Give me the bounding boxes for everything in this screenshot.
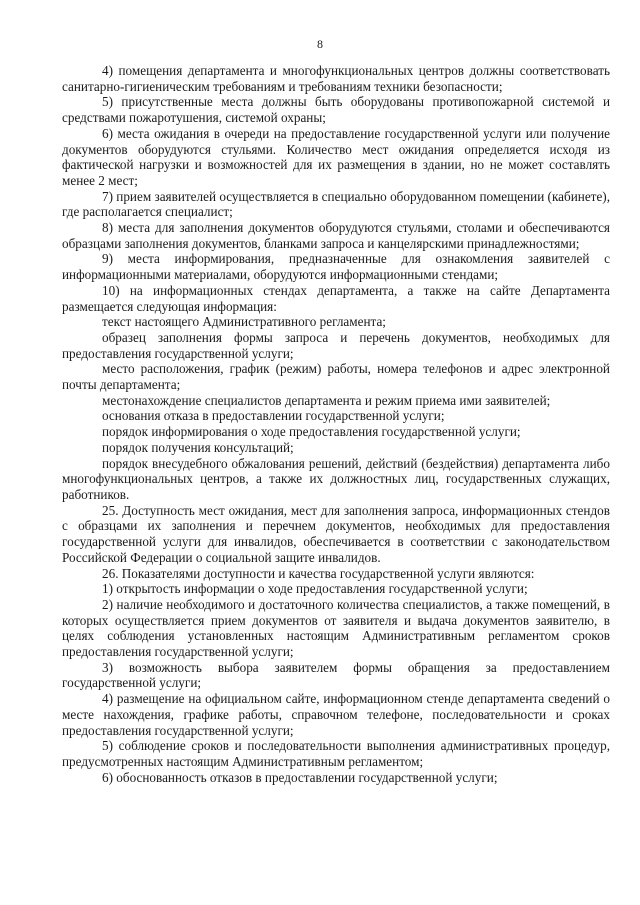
info-list-item: порядок информирования о ходе предоставления государственной услуги; [102, 424, 521, 440]
info-list-item: местонахождение специалистов департамента и режим приема ими заявителей; [102, 392, 551, 408]
page-number: 8 [317, 37, 323, 51]
paragraph-item-5: 5) присутственные места должны быть оборудованы противопожарной системой и средствами пожаротушения, системой охраны; [62, 94, 610, 126]
section-26-paragraph: 26. Показателями доступности и качества государственной услуги являются: [102, 565, 535, 581]
paragraph-item-10: 10) на информационных стендах департамента, а также на сайте Департамента размещается следующая информация: [62, 282, 610, 314]
section-25-paragraph: 25. Доступность мест ожидания, мест для заполнения запроса, информационных стендов с образцами их заполнения и перечнем документов, необходимых для предоставления государственной услуги для инвалидов, обеспечивается в соответствии с законодательством Российской Федерации о социальной защите инвалидов. [62, 502, 610, 565]
info-list-item: место расположения, график (режим) работы, номера телефонов и адрес электронной почты департамента; [62, 361, 610, 393]
info-list-item: порядок внесудебного обжалования решений, действий (бездействия) департамента либо многофункциональных центров, а также их должностных лиц, государственных служащих, работников. [62, 455, 610, 502]
paragraph-item-9: 9) места информирования, предназначенные для ознакомления заявителей с информационными материалами, оборудуются информационными стендами; [62, 251, 610, 283]
indicator-item-2: 2) наличие необходимого и достаточного количества специалистов, а также помещений, в которых осуществляется прием документов от заявителя и выдача документов заявителю, в целях соблюдения установленных настоящим Административным регламентом сроков предоставления государственной услуги; [62, 596, 610, 660]
indicator-item-5: 5) соблюдение сроков и последовательности выполнения административных процедур, предусмотренных настоящим Административным регламентом; [62, 738, 610, 769]
info-list-item: текст настоящего Административного регламента; [102, 314, 386, 330]
indicator-item-4: 4) размещение на официальном сайте, информационном стенде департамента сведений о месте нахождения, графике работы, справочном телефоне, последовательности и сроках предоставления государственной услуги; [62, 691, 610, 738]
info-list-item: порядок получения консультаций; [102, 439, 294, 455]
paragraph-item-7: 7) прием заявителей осуществляется в специально оборудованном помещении (кабинете), где располагается специалист; [62, 188, 610, 220]
indicator-item-3: 3) возможность выбора заявителем формы обращения за предоставлением государственной услуги; [62, 659, 610, 691]
indicator-item-6: 6) обоснованность отказов в предоставлении государственной услуги; [102, 769, 498, 785]
paragraph-item-8: 8) места для заполнения документов оборудуются стульями, столами и обеспечиваются образцами заполнения документов, бланками запроса и канцелярскими принадлежностями; [62, 220, 610, 251]
info-list-item: основания отказа в предоставлении государственной услуги; [102, 408, 445, 424]
paragraph-item-4: 4) помещения департамента и многофункциональных центров должны соответствовать санитарно-гигиеническим требованиям и требованиям техники безопасности; [62, 63, 610, 94]
document-body [62, 63, 610, 785]
paragraph-item-6: 6) места ожидания в очереди на предоставление государственной услуги или получение документов оборудуются стульями. Количество мест ожидания определяется исходя из фактической нагрузки и возможностей для их размещения в здании, но не может составлять менее 2 мест; [62, 125, 610, 188]
indicator-item-1: 1) открытость информации о ходе предоставления государственной услуги; [102, 581, 528, 597]
info-list-item: образец заполнения формы запроса и перечень документов, необходимых для предоставления государственной услуги; [62, 329, 610, 361]
